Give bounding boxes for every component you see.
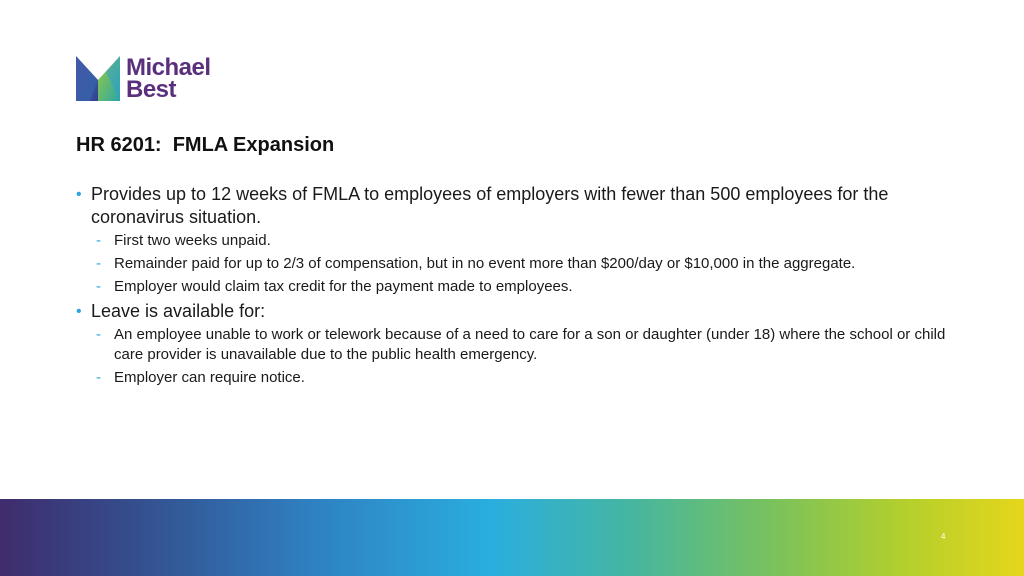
sub-bullet-text: Employer can require notice. bbox=[114, 369, 305, 386]
michael-best-logo bbox=[76, 53, 211, 103]
bullet-item bbox=[76, 183, 956, 229]
logo-line-1: Michael bbox=[126, 53, 211, 81]
sub-bullet-marker: - bbox=[96, 278, 101, 295]
sub-bullet-item bbox=[76, 254, 956, 274]
logo-wordmark bbox=[126, 53, 211, 103]
logo-m-mark-icon bbox=[76, 56, 120, 101]
sub-bullet-text: Remainder paid for up to 2/3 of compensation, but in no event more than $200/day or $10,000 in the aggregate. bbox=[114, 255, 856, 272]
sub-bullet-text: An employee unable to work or telework because of a need to care for a son or daughter (under 18) where the school or child care provider is unavailable due to the public health emergency. bbox=[114, 326, 946, 363]
sub-bullet-item bbox=[76, 368, 956, 388]
bullet-text: Leave is available for: bbox=[91, 301, 266, 321]
sub-bullet-item bbox=[76, 231, 956, 251]
page-number: 4 bbox=[941, 532, 946, 541]
slide-title: HR 6201: FMLA Expansion bbox=[76, 134, 335, 156]
sub-bullet-item bbox=[76, 325, 956, 365]
sub-bullet-text: First two weeks unpaid. bbox=[114, 232, 271, 249]
bullet-text: Provides up to 12 weeks of FMLA to employees of employers with fewer than 500 employees for the coronavirus situation. bbox=[91, 184, 889, 227]
sub-bullet-text: Employer would claim tax credit for the payment made to employees. bbox=[114, 278, 573, 295]
logo-line-2: Best bbox=[126, 75, 177, 103]
sub-bullet-marker: - bbox=[96, 255, 101, 272]
bullet-item bbox=[76, 300, 956, 323]
bullet-marker: • bbox=[76, 303, 82, 320]
sub-bullet-marker: - bbox=[96, 326, 101, 343]
sub-bullet-marker: - bbox=[96, 232, 101, 249]
bullet-marker: • bbox=[76, 186, 82, 203]
footer-gradient-band bbox=[0, 499, 1024, 576]
slide-content bbox=[76, 183, 956, 391]
sub-bullet-item bbox=[76, 277, 956, 297]
sub-bullet-marker: - bbox=[96, 369, 101, 386]
